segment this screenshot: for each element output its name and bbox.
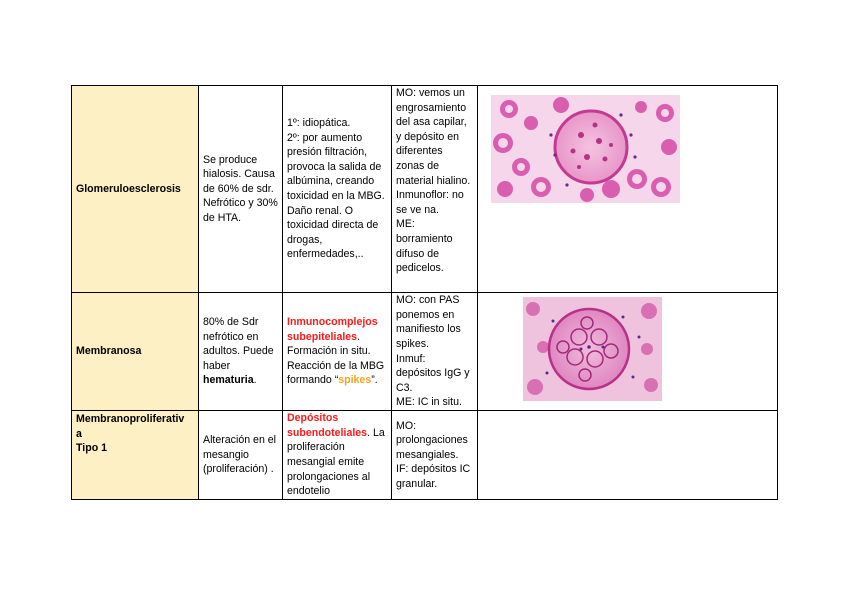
etiology-cell xyxy=(283,411,392,500)
etiology-text: . Formación in situ. Reacción de la MBG formando “ xyxy=(287,330,385,387)
description-end: . xyxy=(253,374,257,387)
subendothelial-text: Depósitos subendoteliales xyxy=(287,412,368,439)
disease-name-line: Tipo 1 xyxy=(76,442,108,455)
table-row xyxy=(72,86,778,293)
spikes-text: spikes xyxy=(338,374,372,387)
glomerulosclerosis-micrograph xyxy=(491,95,680,203)
findings-cell xyxy=(392,86,478,293)
description-text: 80% de Sdr nefrótico en adultos. Puede haber xyxy=(203,316,274,372)
findings-text: MO: vemos un engrosamiento del asa capilar, y depósito en diferentes zonas de material hialino. Inmunoflor: no se ve na. ME: borramiento difuso de pedicelos. xyxy=(396,87,471,275)
description-text: Se produce hialosis. Causa de 60% de sdr. Nefrótico y 30% de HTA. xyxy=(203,153,278,224)
disease-name xyxy=(72,293,199,411)
findings-text: MO: prolongaciones mesangiales. IF: depósitos IC granular. xyxy=(396,419,471,490)
findings-cell xyxy=(392,293,478,411)
etiology-cell xyxy=(283,86,392,293)
membranous-micrograph xyxy=(523,297,662,401)
disease-name xyxy=(72,86,199,293)
etiology-cell xyxy=(283,293,392,411)
disease-name-text: Membranosa xyxy=(76,345,142,358)
findings-text: MO: con PAS ponemos en manifiesto los spikes. Inmuf: depósitos IgG y C3. ME: IC in situ. xyxy=(396,294,470,409)
table-row xyxy=(72,293,778,411)
description-cell xyxy=(199,293,283,411)
image-cell xyxy=(478,293,778,411)
disease-table xyxy=(71,85,778,500)
image-cell xyxy=(478,411,778,500)
description-cell xyxy=(199,411,283,500)
findings-cell xyxy=(392,411,478,500)
immunocomplex-text: Inmunocomplejos subepiteliales xyxy=(287,316,378,343)
etiology-text: . La proliferación mesangial emite prolongaciones al endotelio xyxy=(287,426,385,498)
table-row xyxy=(72,411,778,500)
disease-name-line: Membranoproliferativ xyxy=(76,413,185,425)
disease-name-line: a xyxy=(76,427,82,440)
disease-name-text: Glomeruloesclerosis xyxy=(76,182,181,195)
description-cell xyxy=(199,86,283,293)
description-text: Alteración en el mesangio (proliferación) . xyxy=(203,434,277,476)
hematuria-text: hematuria xyxy=(203,374,254,387)
etiology-end: ”. xyxy=(371,374,378,387)
image-cell xyxy=(478,86,778,293)
disease-name xyxy=(72,411,199,500)
etiology-text: 1º: idiopática. 2º: por aumento presión filtración, provoca la salida de albúmina, creando toxicidad en la MBG. Daño renal. O toxicidad directa de drogas, enfermedades,.. xyxy=(287,117,385,261)
